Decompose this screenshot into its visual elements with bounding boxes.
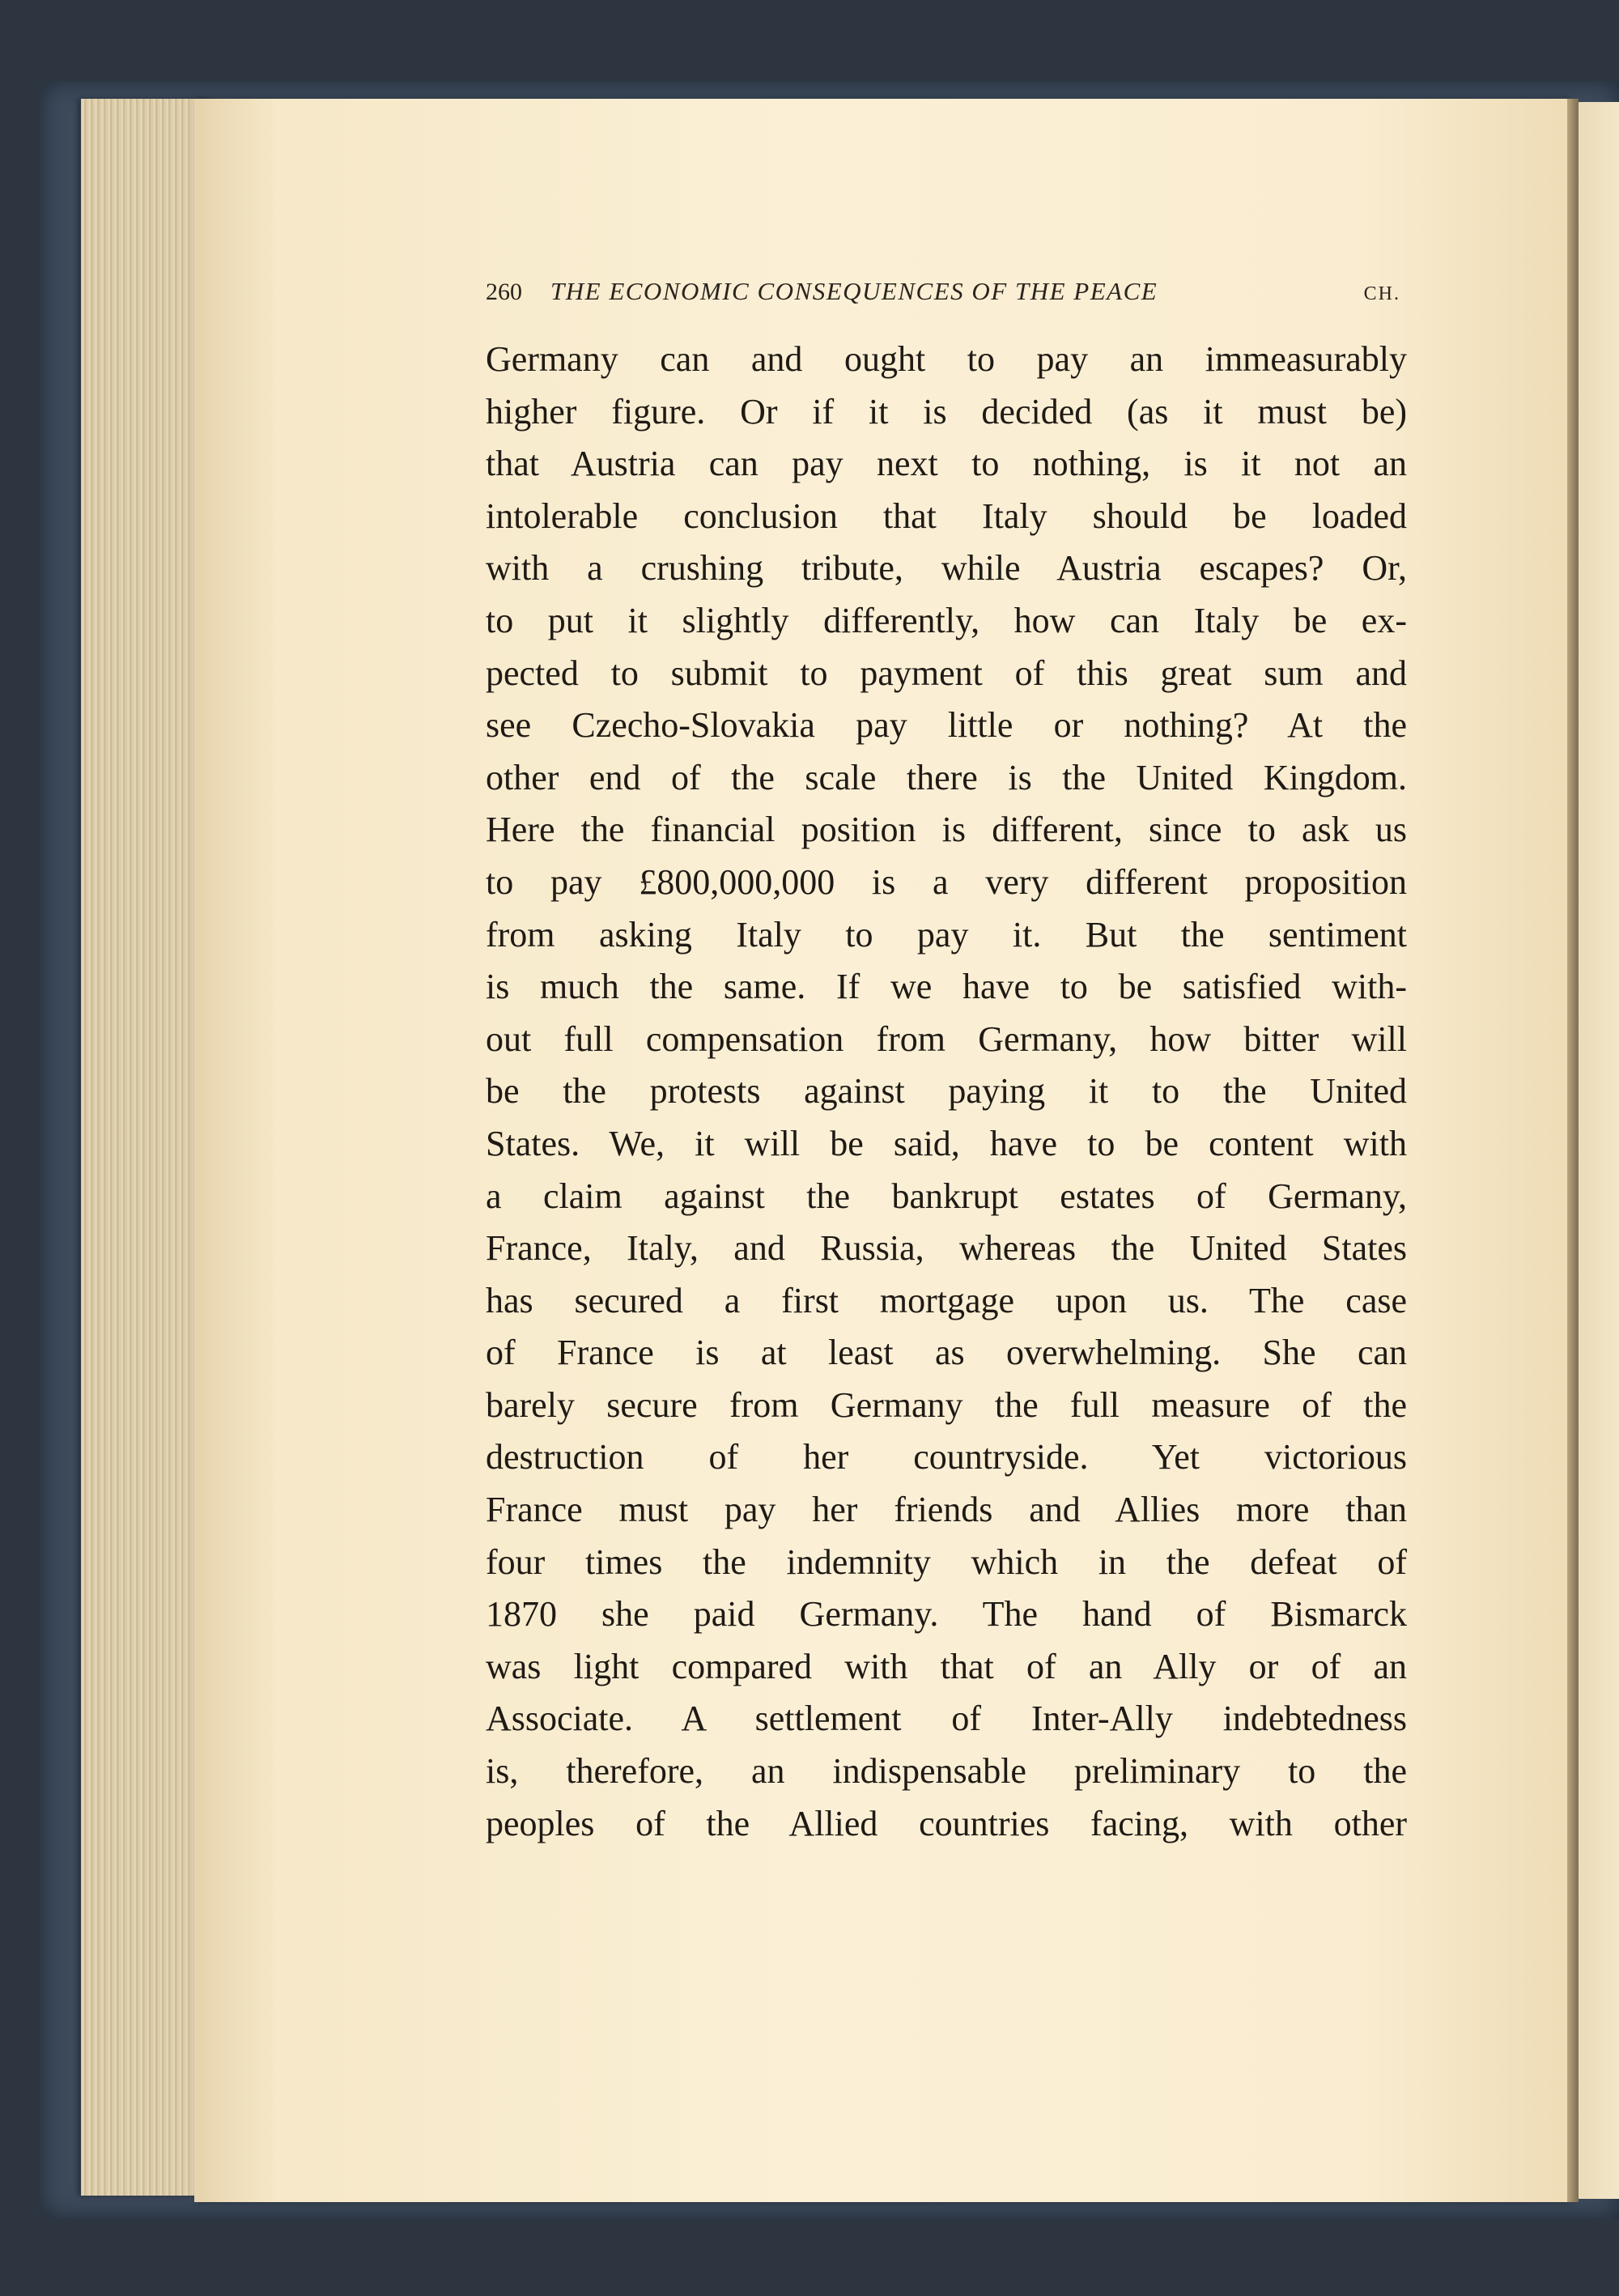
- running-title: THE ECONOMIC CONSEQUENCES OF THE PEACE: [550, 277, 1158, 305]
- text-line: France must pay her friends and Allies more than: [486, 1490, 1407, 1530]
- book-gutter: [1567, 99, 1579, 2202]
- text-line: out full compensation from Germany, how bitter will: [486, 1018, 1407, 1059]
- text-line: that Austria can pay next to nothing, is it not an: [486, 444, 1407, 484]
- text-line: Germany can and ought to pay an immeasurably: [486, 339, 1407, 379]
- text-line: be the protests against paying it to the United: [486, 1071, 1407, 1112]
- text-line: France, Italy, and Russia, whereas the United States: [486, 1228, 1407, 1269]
- page-number: 260: [486, 278, 522, 305]
- text-line: to put it slightly differently, how can Italy be ex-: [486, 600, 1407, 640]
- text-line: pected to submit to payment of this great sum and: [486, 653, 1407, 693]
- text-line: Associate. A settlement of Inter-Ally indebtedness: [486, 1699, 1407, 1739]
- text-line: see Czecho-Slovakia pay little or nothing? At the: [486, 705, 1407, 746]
- text-line: has secured a first mortgage upon us. The case: [486, 1280, 1407, 1320]
- text-line: was light compared with that of an Ally or of an: [486, 1646, 1407, 1686]
- text-line: a claim against the bankrupt estates of Germany,: [486, 1176, 1407, 1216]
- text-line: higher figure. Or if it is decided (as it must be): [486, 391, 1407, 432]
- text-line: peoples of the Allied countries facing, with other: [486, 1803, 1407, 1843]
- text-line: with a crushing tribute, while Austria escapes? Or,: [486, 548, 1407, 589]
- text-line: from asking Italy to pay it. But the sentiment: [486, 914, 1407, 955]
- text-line: destruction of her countryside. Yet victorious: [486, 1437, 1407, 1478]
- facing-page-edge: [1579, 102, 1619, 2199]
- text-line: 1870 she paid Germany. The hand of Bismarck: [486, 1594, 1407, 1635]
- text-line: to pay £800,000,000 is a very different proposition: [486, 861, 1407, 902]
- text-line: Here the financial position is different, since to ask us: [486, 810, 1407, 850]
- running-header: [486, 277, 1400, 317]
- body-text: [486, 334, 1407, 1850]
- page-edges: [81, 99, 210, 2196]
- text-line: of France is at least as overwhelming. She can: [486, 1333, 1407, 1373]
- text-line: is much the same. If we have to be satisfied with-: [486, 967, 1407, 1007]
- text-line: intolerable conclusion that Italy should be loaded: [486, 495, 1407, 536]
- text-line: other end of the scale there is the United Kingdom.: [486, 757, 1407, 797]
- text-line: four times the indemnity which in the defeat of: [486, 1541, 1407, 1582]
- text-line: is, therefore, an indispensable preliminary to the: [486, 1751, 1407, 1792]
- text-line: barely secure from Germany the full measure of the: [486, 1384, 1407, 1425]
- text-line: States. We, it will be said, have to be content with: [486, 1123, 1407, 1163]
- chapter-marker: CH.: [1363, 283, 1400, 304]
